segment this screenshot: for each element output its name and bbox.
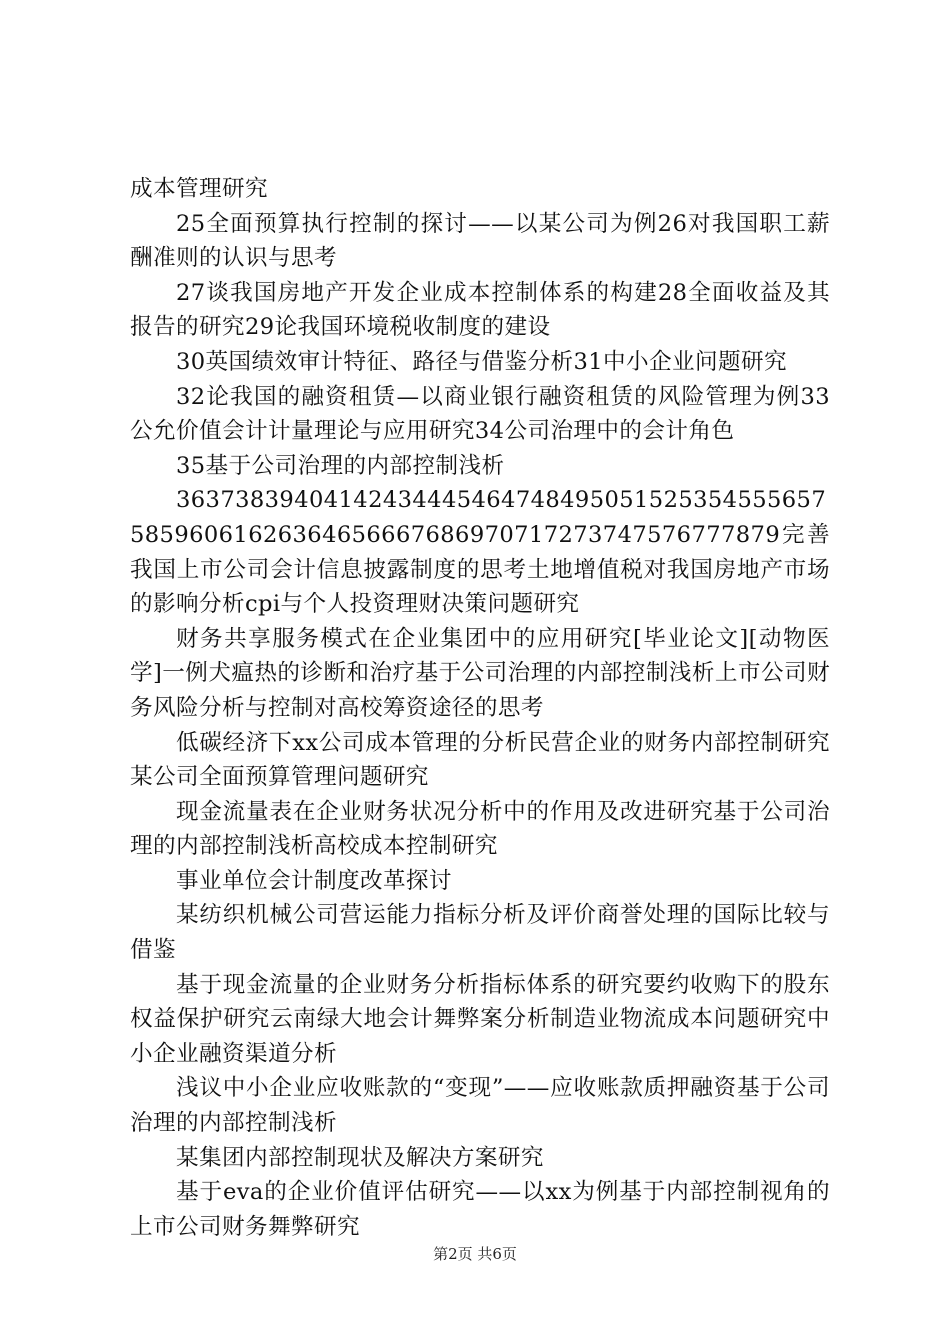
body-paragraph: 25全面预算执行控制的探讨——以某公司为例26对我国职工薪酬准则的认识与思考 xyxy=(130,210,830,272)
body-paragraph: 35基于公司治理的内部控制浅析 xyxy=(176,452,505,479)
body-paragraph: 30英国绩效审计特征、路径与借鉴分析31中小企业问题研究 xyxy=(176,348,787,375)
body-paragraph: 3637383940414243444546474849505152535455565758596061626364656667686970717273747576777879完善我国上市公司会计信息披露制度的思考土地增值税对我国房地产市场的影响分析cpi与个人投资理财决策问题研究 xyxy=(130,487,830,618)
body-paragraph: 基于现金流量的企业财务分析指标体系的研究要约收购下的股东权益保护研究云南绿大地会计舞弊案分析制造业物流成本问题研究中小企业融资渠道分析 xyxy=(130,971,830,1067)
body-paragraph: 32论我国的融资租赁—以商业银行融资租赁的风险管理为例33公允价值会计计量理论与应用研究34公司治理中的会计角色 xyxy=(130,383,830,445)
body-paragraph: 成本管理研究 xyxy=(130,176,268,202)
body-paragraph: 事业单位会计制度改革探讨 xyxy=(176,867,452,894)
body-paragraph: 现金流量表在企业财务状况分析中的作用及改进研究基于公司治理的内部控制浅析高校成本控制研究 xyxy=(130,798,830,860)
document-body xyxy=(130,172,830,1244)
page-number-footer: 第2页 共6页 xyxy=(433,1245,517,1263)
body-paragraph: 浅议中小企业应收账款的“变现”——应收账款质押融资基于公司治理的内部控制浅析 xyxy=(130,1075,830,1137)
body-paragraph: 财务共享服务模式在企业集团中的应用研究[毕业论文][动物医学]一例犬瘟热的诊断和治疗基于公司治理的内部控制浅析上市公司财务风险分析与控制对高校筹资途径的思考 xyxy=(130,625,830,721)
body-paragraph: 某集团内部控制现状及解决方案研究 xyxy=(176,1144,544,1171)
body-paragraph: 基于eva的企业价值评估研究——以xx为例基于内部控制视角的上市公司财务舞弊研究 xyxy=(130,1179,830,1240)
body-paragraph: 某纺织机械公司营运能力指标分析及评价商誉处理的国际比较与借鉴 xyxy=(130,902,830,964)
body-paragraph: 低碳经济下xx公司成本管理的分析民营企业的财务内部控制研究某公司全面预算管理问题研究 xyxy=(130,729,830,791)
body-paragraph: 27谈我国房地产开发企业成本控制体系的构建28全面收益及其报告的研究29论我国环境税收制度的建设 xyxy=(130,279,830,341)
